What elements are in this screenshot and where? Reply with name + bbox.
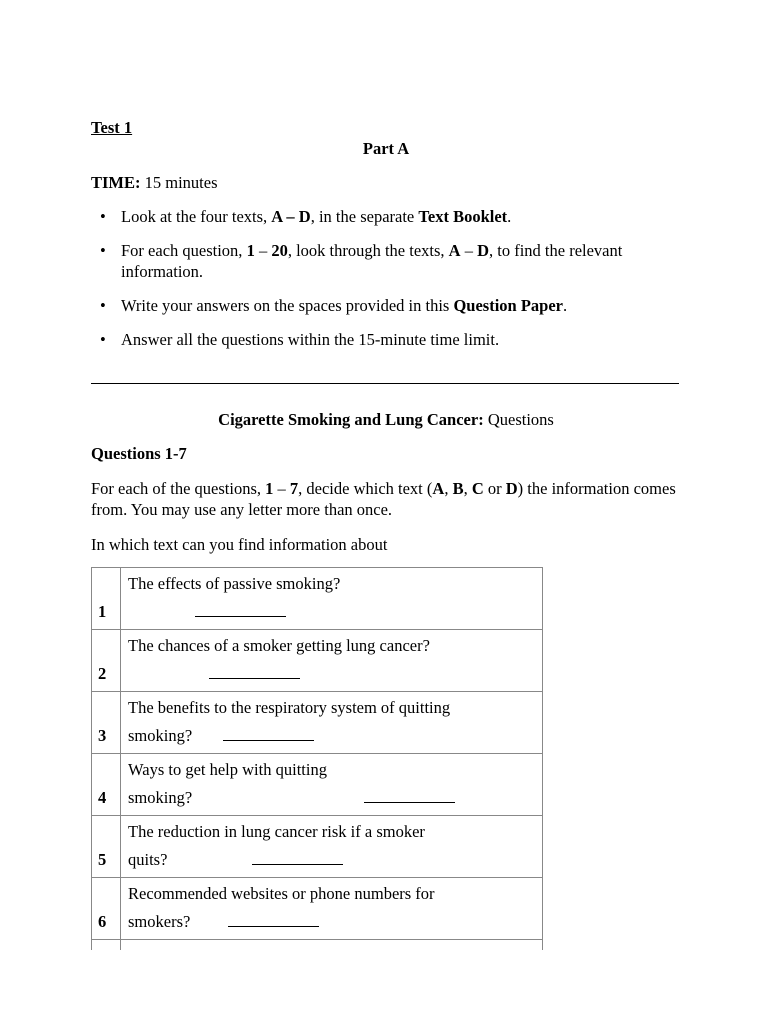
answer-blank[interactable] (195, 602, 286, 617)
lead-in-text: In which text can you find information about (91, 535, 388, 554)
table-row (92, 816, 543, 878)
table-row (92, 630, 543, 692)
time-value: 15 minutes (140, 173, 218, 192)
question-text-cont: smoking? (128, 726, 193, 745)
question-text: The effects of passive smoking? (128, 574, 341, 593)
time-line (91, 172, 218, 193)
question-text: The benefits to the respiratory system of quitting (128, 698, 451, 717)
time-label: TIME: (91, 173, 141, 192)
section-title: Cigarette Smoking and Lung Cancer: Questions (218, 410, 554, 429)
instruction-item: • For each question, 1 – 20, look through the texts, A – D, to find the relevant information. (91, 240, 681, 282)
table-row (92, 568, 543, 630)
instruction-item: • Answer all the questions within the 15-minute time limit. (91, 329, 681, 350)
question-text: The reduction in lung cancer risk if a smoker (128, 822, 425, 841)
table-row (92, 754, 543, 816)
table-row (92, 878, 543, 940)
question-text-cont: smokers? (128, 912, 191, 931)
section-divider (91, 383, 679, 384)
instruction-item: • Look at the four texts, A – D, in the separate Text Booklet. (91, 206, 681, 227)
part-title: Part A (362, 139, 410, 158)
questions-heading: Questions 1-7 (91, 444, 187, 463)
table-row (92, 940, 543, 950)
question-number: 6 (92, 878, 121, 940)
question-text: Recommended websites or phone numbers for (128, 884, 435, 903)
instruction-list (91, 206, 681, 363)
test-title: Test 1 (91, 118, 133, 137)
table-row (92, 692, 543, 754)
question-number: 1 (92, 568, 121, 630)
question-number: 2 (92, 630, 121, 692)
question-number: 5 (92, 816, 121, 878)
question-text: Ways to get help with quitting (128, 760, 327, 779)
questions-instructions: For each of the questions, 1 – 7, decide which text (A, B, C or D) the information comes from. You may use any letter more than once. (91, 479, 676, 519)
questions-table (91, 567, 543, 950)
answer-blank[interactable] (223, 726, 314, 741)
instruction-item: • Write your answers on the spaces provided in this Question Paper. (91, 295, 681, 316)
answer-blank[interactable] (252, 850, 343, 865)
answer-blank[interactable] (209, 664, 300, 679)
answer-blank[interactable] (228, 912, 319, 927)
question-text-cont: smoking? (128, 788, 193, 807)
question-number: 3 (92, 692, 121, 754)
answer-blank[interactable] (364, 788, 455, 803)
question-number: 4 (92, 754, 121, 816)
question-text-cont: quits? (128, 850, 168, 869)
question-text: The chances of a smoker getting lung cancer? (128, 636, 430, 655)
